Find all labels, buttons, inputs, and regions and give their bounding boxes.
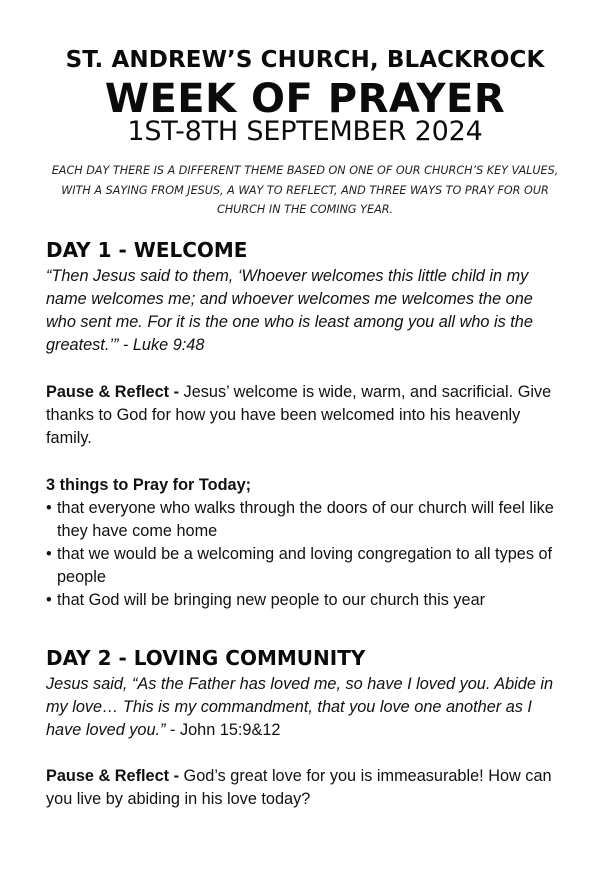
day-2-reflect-text: God’s great love for you is immeasurable! How can you live by abiding in his love today?: [46, 767, 552, 808]
day-2-reflect: [46, 765, 566, 811]
intro-text: EACH DAY THERE IS A DIFFERENT THEME BASED ON ONE OF OUR CHURCH’S KEY VALUES, WITH A SAYING FROM JESUS, A WAY TO REFLECT, AND THREE WAYS TO PRAY FOR OUR CHURCH IN THE COMING YEAR.: [51, 164, 559, 216]
day-2-quote-text: Jesus said, “As the Father has loved me, so have I loved you. Abide in my love… This is my commandment, that you love one another as I have loved you.”: [46, 675, 554, 739]
bullet-icon: •: [46, 545, 52, 563]
prayer-item: [46, 497, 566, 543]
day-1-quote-text: “Then Jesus said to them, ‘Whoever welcomes this little child in my name welcomes me; and whoever welcomes me welcomes the one who sent me. For it is the one who is least among you all who is the greatest.’” - Luke 9:48: [46, 267, 533, 354]
prayer-list: [46, 497, 566, 612]
bullet-icon: •: [46, 591, 52, 609]
day-1-title: DAY 1 - WELCOME: [46, 238, 248, 262]
day-1-reflect-text: Jesus’ welcome is wide, warm, and sacrificial. Give thanks to God for how you have been welcomed into his heavenly family.: [46, 383, 552, 447]
day-2-reflect-label: Pause & Reflect -: [46, 767, 184, 785]
day-1-reflect: [46, 381, 566, 450]
church-name: ST. ANDREW’S CHURCH, BLACKROCK: [65, 47, 545, 73]
prayer-text: that we would be a welcoming and loving congregation to all types of people: [57, 545, 553, 586]
day-2-reference: - John 15:9&12: [165, 721, 281, 739]
prayer-item: [46, 543, 566, 589]
day-1-reflect-label: Pause & Reflect -: [46, 383, 184, 401]
prayer-text: that everyone who walks through the doors of our church will feel like they have come home: [57, 499, 554, 540]
day-1-prayers: [46, 474, 566, 612]
page-title: WEEK OF PRAYER: [104, 76, 506, 122]
day-2-title: DAY 2 - LOVING COMMUNITY: [46, 646, 366, 670]
pray-heading: 3 things to Pray for Today;: [46, 476, 252, 494]
prayer-item: [46, 589, 566, 612]
prayer-text: that God will be bringing new people to our church this year: [57, 591, 486, 609]
day-1-quote: [46, 265, 566, 357]
date-range: 1ST-8TH SEPTEMBER 2024: [127, 116, 483, 147]
bullet-icon: •: [46, 499, 52, 517]
day-2-quote: [46, 673, 566, 742]
